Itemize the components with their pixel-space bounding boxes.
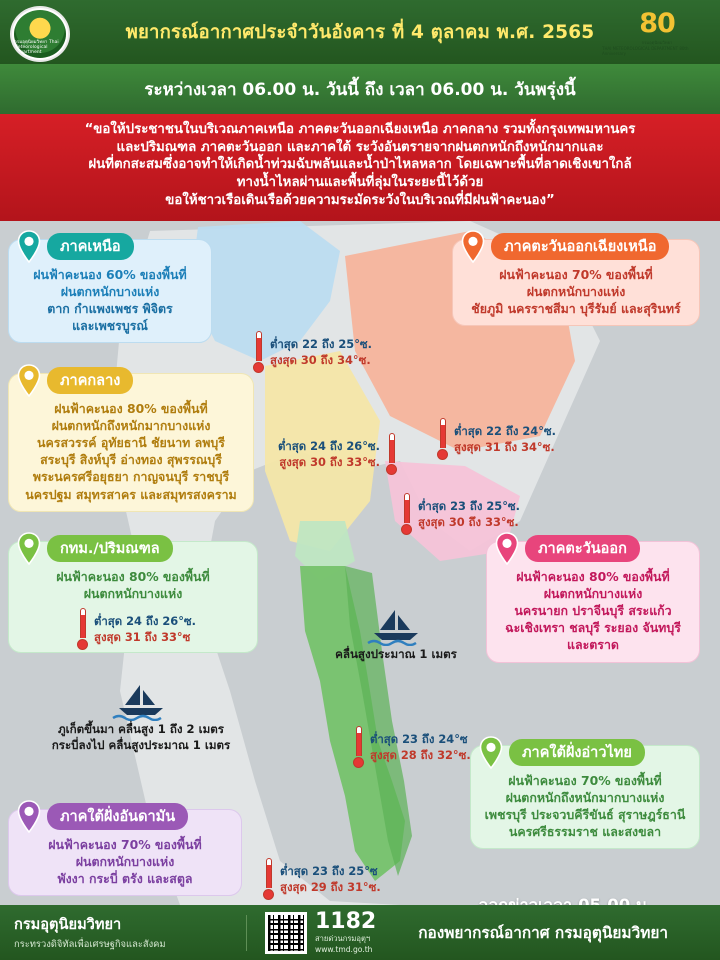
region-north-line3: ตาก กำแพงเพชร พิจิตร xyxy=(47,301,173,317)
region-bkk-title-row xyxy=(16,532,248,565)
warning-line-1: “ขอให้ประชาชนในบริเวณภาคเหนือ ภาคตะวันออกเฉียงเหนือ ภาคกลาง รวมทั้งกรุงเทพมหานคร xyxy=(84,122,636,137)
footer-divider xyxy=(246,915,247,951)
region-central-name: ภาคกลาง xyxy=(47,367,133,394)
region-south-andaman-line2: ฝนตกหนักบางแห่ง xyxy=(75,854,175,870)
region-north-line1: ฝนฟ้าคะนอง 60% ของพื้นที่ xyxy=(33,267,187,282)
warning-line-3: ฝนที่ตกสะสมซึ่งอาจทำให้เกิดน้ำท่วมฉับพลันและน้ำป่าไหลหลาก โดยเฉพาะพื้นที่ลาดเชิงเขาใกล้ xyxy=(88,157,632,173)
region-card-northeast[interactable] xyxy=(452,239,700,326)
map-pin-icon xyxy=(494,532,520,565)
region-south-gulf-line3: เพชรบุรี ประจวบคีรีขันธ์ สุราษฎร์ธานี xyxy=(484,807,686,823)
east-temp-low: ต่ำสุด 23 ถึง 24°ซ xyxy=(370,731,468,746)
thailand-map-area xyxy=(0,221,720,905)
north-temp-low: ต่ำสุด 22 ถึง 25°ซ. xyxy=(270,336,372,351)
qr-code-icon[interactable] xyxy=(265,912,307,954)
region-south-gulf-line4: นครศรีธรรมราช และสงขลา xyxy=(508,824,662,840)
region-card-central[interactable] xyxy=(8,373,254,512)
region-south-andaman-body xyxy=(18,836,232,887)
forecast-period-bar xyxy=(0,64,720,114)
region-northeast-body xyxy=(462,266,690,317)
region-central-title-row xyxy=(16,364,244,397)
temperature-east xyxy=(352,726,471,768)
region-northeast-title-row xyxy=(460,230,690,263)
region-north-body xyxy=(18,266,202,334)
temperature-south xyxy=(262,858,381,900)
region-card-north[interactable] xyxy=(8,239,212,343)
region-northeast-line2: ฝนตกหนักบางแห่ง xyxy=(526,284,626,300)
footer-org xyxy=(0,913,246,952)
region-northeast-line3: ชัยภูมิ นครราชสีมา บุรีรัมย์ และสุรินทร์ xyxy=(471,301,681,317)
map-pin-icon xyxy=(16,532,42,565)
region-northeast-name: ภาคตะวันออกเฉียงเหนือ xyxy=(491,233,669,260)
region-central-line6: นครปฐม สมุทรสาคร และสมุทรสงคราม xyxy=(25,486,237,502)
region-east-name: ภาคตะวันออก xyxy=(525,535,640,562)
central-temp-high: สูงสุด 30 ถึง 33°ซ. xyxy=(279,455,380,469)
region-central-line4: สระบุรี สิงห์บุรี อ่างทอง สุพรรณบุรี xyxy=(40,452,222,468)
map-pin-icon xyxy=(460,230,486,263)
temperature-north xyxy=(252,331,372,373)
thermometer-icon xyxy=(385,433,398,475)
region-card-south-gulf[interactable] xyxy=(470,745,700,849)
sea-note-andaman-line1: ภูเก็ตขึ้นมา คลื่นสูง 1 ถึง 2 เมตร xyxy=(57,722,225,736)
region-east-line3: นครนายก ปราจีนบุรี สระแก้ว xyxy=(514,603,672,619)
bkk-temp-high: สูงสุด 31 ถึง 33°ซ xyxy=(94,630,191,645)
anniversary-caption-th: กรมอุตุนิยมวิทยา xyxy=(641,40,673,45)
anniversary-caption-en: THAI METEOROLOGICAL DEPARTMENT 80th Anniversary xyxy=(602,46,689,56)
region-east-line2: ฝนตกหนักบางแห่ง xyxy=(543,586,643,602)
central-temp-low: ต่ำสุด 24 ถึง 26°ซ. xyxy=(278,438,380,453)
sea-note-andaman-line2: กระบี่ลงไป คลื่นสูงประมาณ 1 เมตร xyxy=(51,738,231,753)
region-central-line2: ฝนตกหนักถึงหนักมากบางแห่ง xyxy=(51,418,211,434)
footer-ministry: กระทรวงดิจิทัลเพื่อเศรษฐกิจและสังคม xyxy=(14,939,166,950)
map-pin-icon xyxy=(16,800,42,833)
thermometer-icon xyxy=(262,858,275,900)
region-north-line2: ฝนตกหนักบางแห่ง xyxy=(60,284,160,300)
sea-note-gulf xyxy=(316,606,476,662)
region-south-gulf-body xyxy=(480,772,690,840)
region-east-line4: ฉะเชิงเทรา ชลบุรี ระยอง จันทบุรี xyxy=(505,620,681,636)
region-central-line3: นครสวรรค์ อุทัยธานี ชัยนาท ลพบุรี xyxy=(37,435,225,451)
region-south-andaman-name: ภาคใต้ฝั่งอันดามัน xyxy=(47,803,188,830)
region-card-south-andaman[interactable] xyxy=(8,809,242,896)
region-north-title-row xyxy=(16,230,202,263)
map-pin-icon xyxy=(16,364,42,397)
warning-banner xyxy=(0,114,720,221)
region-central-line1: ฝนฟ้าคะนอง 80% ของพื้นที่ xyxy=(54,401,208,416)
warning-line-2: และปริมณฑล ภาคตะวันออก และภาคใต้ ระวังอันตรายจากฝนตกหนักถึงหนักมากและ xyxy=(116,139,604,155)
tmd-seal-logo xyxy=(10,6,70,62)
bkk-temp-low: ต่ำสุด 24 ถึง 26°ซ. xyxy=(94,614,196,629)
footer-hotline xyxy=(315,911,376,954)
region-south-gulf-line2: ฝนตกหนักถึงหนักมากบางแห่ง xyxy=(505,790,665,806)
region-bkk-body xyxy=(18,568,248,602)
map-pin-icon xyxy=(478,736,504,769)
thermometer-icon xyxy=(352,726,365,768)
region-north-line4: และเพชรบูรณ์ xyxy=(72,318,148,334)
south-temp-high: สูงสุด 29 ถึง 31°ซ. xyxy=(280,880,381,894)
temperature-northeast xyxy=(436,418,556,460)
north-temp-high: สูงสุด 30 ถึง 34°ซ. xyxy=(270,353,371,367)
region-bkk-line2: ฝนตกหนักบางแห่ง xyxy=(83,586,183,602)
region-east-body xyxy=(496,568,690,654)
northeast-temp-high: สูงสุด 31 ถึง 34°ซ. xyxy=(454,440,555,454)
warning-line-4: ทางน้ำไหลผ่านและพื้นที่ลุ่มในระยะนี้ไว้ด้วย xyxy=(236,175,484,191)
region-card-east[interactable] xyxy=(486,541,700,663)
map-pin-icon xyxy=(16,230,42,263)
footer-department: กองพยากรณ์อากาศ กรมอุตุนิยมวิทยา xyxy=(418,924,669,942)
thermometer-icon xyxy=(76,608,89,650)
east-temp-high: สูงสุด 28 ถึง 32°ซ. xyxy=(370,748,471,762)
south-temp-low: ต่ำสุด 23 ถึง 25°ซ xyxy=(280,863,378,878)
region-south-andaman-title-row xyxy=(16,800,232,833)
sea-note-gulf-text: คลื่นสูงประมาณ 1 เมตร xyxy=(335,647,457,661)
bkkarea-temp-high: สูงสุด 30 ถึง 33°ซ. xyxy=(418,515,519,529)
region-south-gulf-title-row xyxy=(478,736,690,769)
thermometer-icon xyxy=(436,418,449,460)
thermometer-icon xyxy=(400,493,413,535)
page-header xyxy=(0,0,720,64)
region-north-name: ภาคเหนือ xyxy=(47,233,134,260)
page-footer xyxy=(0,905,720,960)
region-central-body xyxy=(18,400,244,503)
region-bkk-line1: ฝนฟ้าคะนอง 80% ของพื้นที่ xyxy=(56,569,210,584)
region-northeast-line1: ฝนฟ้าคะนอง 70% ของพื้นที่ xyxy=(499,267,653,282)
region-south-andaman-line3: พังงา กระบี่ ตรัง และสตูล xyxy=(57,871,193,887)
tmd-seal-caption: กรมอุตุนิยมวิทยา Thai Meteorological Department xyxy=(14,40,59,55)
sea-note-andaman xyxy=(16,681,266,753)
region-east-line1: ฝนฟ้าคะนอง 80% ของพื้นที่ xyxy=(516,569,670,584)
hotline-number: 1182 xyxy=(315,909,377,934)
page-title: พยากรณ์อากาศประจำวันอังคาร ที่ 4 ตุลาคม พ.ศ. 2565 xyxy=(125,21,595,43)
region-central-line5: พระนครศรีอยุธยา กาญจนบุรี ราชบุรี xyxy=(32,469,230,485)
region-bkk-name: กทม./ปริมณฑล xyxy=(47,535,173,562)
sailboat-icon xyxy=(364,606,428,646)
temperature-bangkok xyxy=(76,608,306,650)
region-east-title-row xyxy=(494,532,690,565)
northeast-temp-low: ต่ำสุด 22 ถึง 24°ซ. xyxy=(454,423,556,438)
temperature-central xyxy=(278,433,398,475)
footer-website: www.tmd.go.th xyxy=(315,945,373,954)
region-east-line5: และตราด xyxy=(567,637,619,653)
thermometer-icon xyxy=(252,331,265,373)
hotline-label: สายด่วนกรมอุตุฯ xyxy=(315,934,371,943)
region-south-andaman-line1: ฝนฟ้าคะนอง 70% ของพื้นที่ xyxy=(48,837,202,852)
anniversary-logo xyxy=(602,4,712,62)
temperature-central-plain xyxy=(400,493,520,535)
footer-org-name: กรมอุตุนิยมวิทยา xyxy=(14,916,122,933)
bkkarea-temp-low: ต่ำสุด 23 ถึง 25°ซ. xyxy=(418,498,520,513)
anniversary-number: 80 xyxy=(639,8,675,39)
region-south-gulf-line1: ฝนฟ้าคะนอง 70% ของพื้นที่ xyxy=(508,773,662,788)
region-south-gulf-name: ภาคใต้ฝั่งอ่าวไทย xyxy=(509,739,645,766)
forecast-period-text: ระหว่างเวลา 06.00 น. วันนี้ ถึง เวลา 06.00 น. วันพรุ่งนี้ xyxy=(144,79,576,100)
warning-line-5: ขอให้ชาวเรือเดินเรือด้วยความระมัดระวังในบริเวณที่มีฝนฟ้าคะนอง” xyxy=(165,192,555,208)
sailboat-icon xyxy=(109,681,173,721)
region-card-bangkok[interactable] xyxy=(8,541,258,653)
